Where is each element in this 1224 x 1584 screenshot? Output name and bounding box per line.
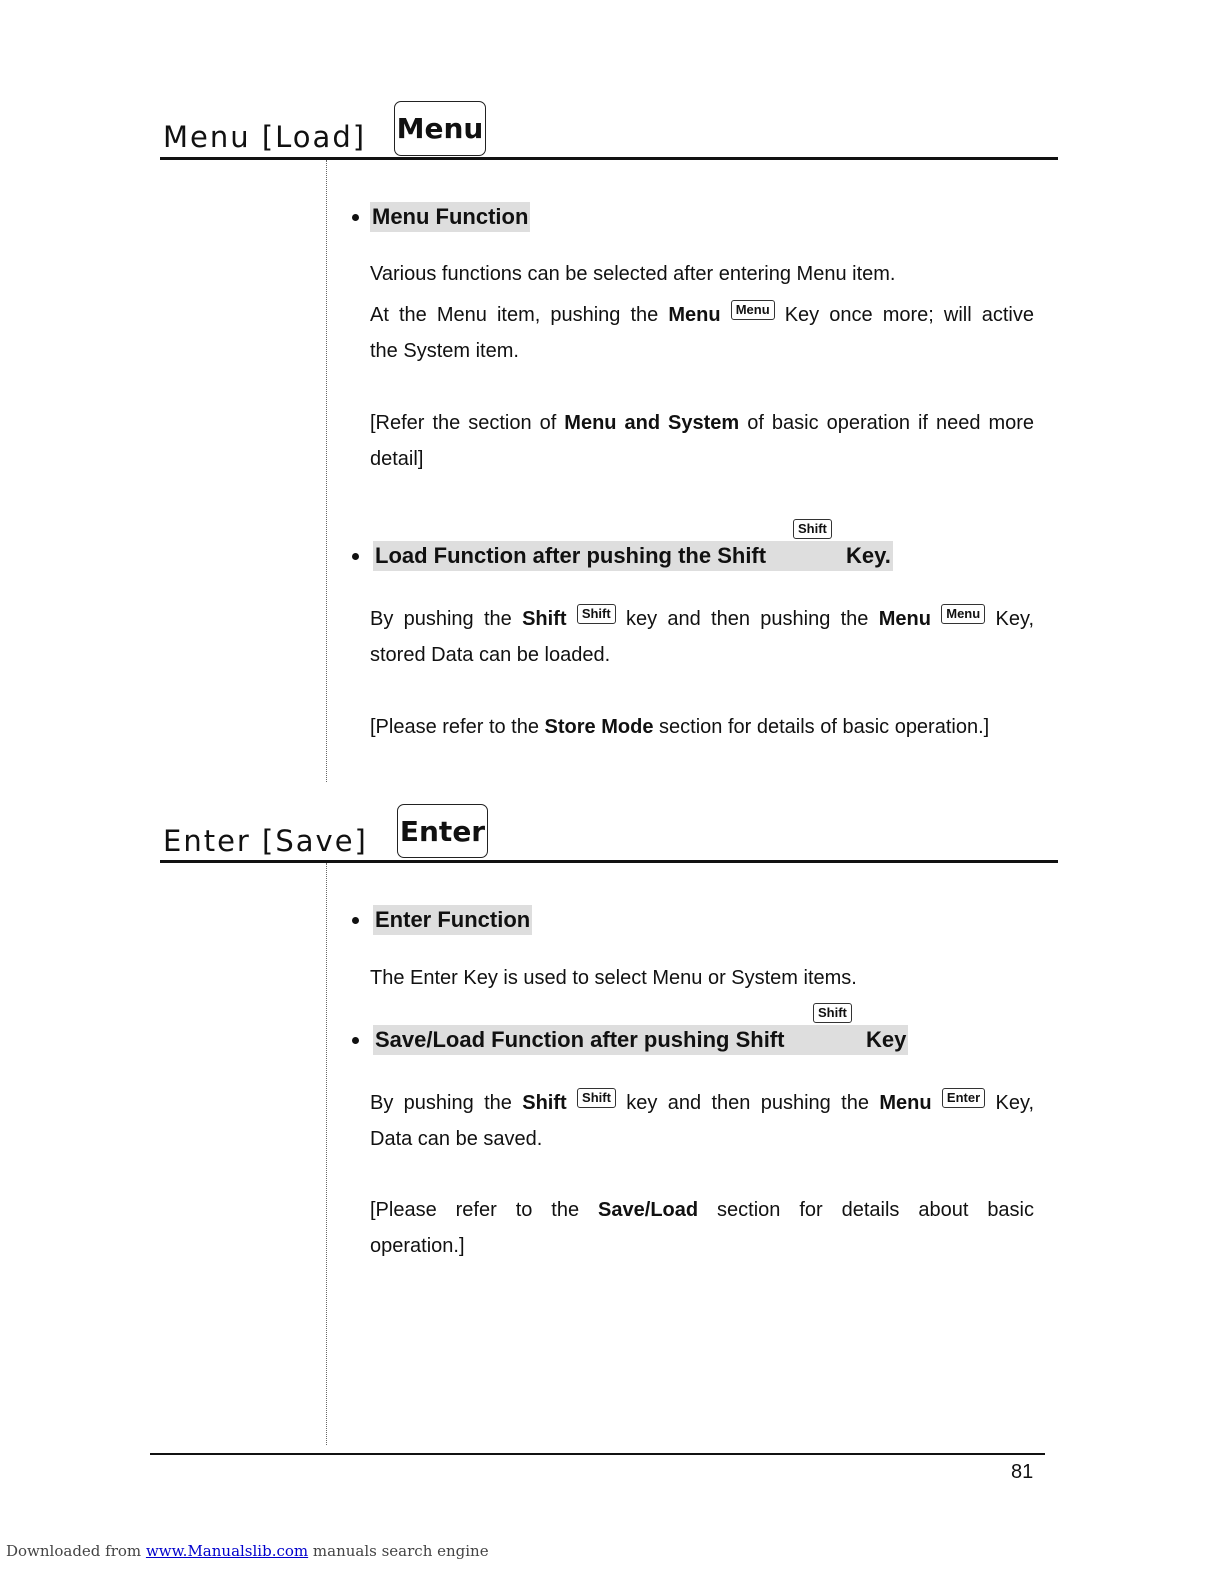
paragraph-load-keys bbox=[370, 601, 1034, 673]
bullet-icon bbox=[352, 1037, 359, 1044]
text: At the Menu item, pushing the bbox=[370, 304, 659, 326]
margin-dotted-line bbox=[326, 160, 327, 782]
section-divider bbox=[160, 157, 1058, 160]
download-footer bbox=[6, 1542, 489, 1560]
text: of basic operation if need more bbox=[747, 412, 1035, 434]
bold-menu: Menu bbox=[878, 608, 931, 630]
bold-store-mode: Store Mode bbox=[544, 716, 654, 738]
section-title-enter-save: Enter [Save] bbox=[163, 824, 368, 858]
paragraph-line: Data can be saved. bbox=[370, 1128, 543, 1150]
footer-divider bbox=[150, 1453, 1045, 1455]
shift-key-icon: Shift bbox=[793, 519, 832, 539]
paragraph-enter-intro: The Enter Key is used to select Menu or System items. bbox=[370, 967, 857, 989]
page-number: 81 bbox=[1011, 1461, 1034, 1483]
heading-save-load-function bbox=[373, 1025, 908, 1055]
menu-key-icon: Menu bbox=[394, 101, 486, 156]
heading-text: Load Function after pushing the Shift bbox=[375, 543, 767, 568]
paragraph-menu-refer bbox=[370, 405, 1034, 477]
manualslib-link[interactable]: www.Manualslib.com bbox=[145, 1542, 309, 1560]
bold-save-load: Save/Load bbox=[598, 1199, 699, 1221]
text: Key, bbox=[995, 1092, 1035, 1114]
heading-enter-function: Enter Function bbox=[373, 905, 532, 935]
paragraph-save-keys bbox=[370, 1085, 1034, 1157]
shift-key-icon: Shift bbox=[813, 1003, 852, 1023]
download-text: manuals search engine bbox=[312, 1542, 489, 1560]
bold-menu: Menu bbox=[879, 1092, 932, 1114]
text: section for details of basic operation.] bbox=[659, 716, 990, 738]
text: key and then pushing the bbox=[626, 608, 869, 630]
heading-text: Save/Load Function after pushing Shift bbox=[375, 1027, 785, 1052]
paragraph-menu-key bbox=[370, 297, 1034, 369]
heading-text: Key bbox=[866, 1027, 907, 1052]
enter-key-icon: Enter bbox=[942, 1088, 985, 1108]
text: key and then pushing the bbox=[626, 1092, 869, 1114]
paragraph-line bbox=[370, 601, 1034, 637]
download-text: Downloaded from bbox=[6, 1542, 142, 1560]
bullet-icon bbox=[352, 214, 359, 221]
paragraph-line bbox=[370, 1085, 1034, 1121]
paragraph-line: the System item. bbox=[370, 340, 519, 362]
paragraph-line: detail] bbox=[370, 448, 424, 470]
text: section for details about basic bbox=[717, 1199, 1035, 1221]
heading-menu-function: Menu Function bbox=[370, 202, 530, 232]
section-title-menu-load: Menu [Load] bbox=[163, 120, 367, 154]
text: By pushing the bbox=[370, 608, 512, 630]
heading-load-function bbox=[373, 541, 893, 571]
bold-shift: Shift bbox=[522, 1092, 567, 1114]
heading-text: Key. bbox=[846, 543, 891, 568]
menu-key-icon: Menu bbox=[941, 604, 985, 624]
text: Key once more; will active bbox=[784, 304, 1034, 326]
shift-key-icon: Shift bbox=[577, 604, 616, 624]
paragraph-save-refer bbox=[370, 1192, 1034, 1264]
enter-key-icon: Enter bbox=[397, 804, 488, 858]
bullet-icon bbox=[352, 917, 359, 924]
text: [Please refer to the bbox=[370, 1199, 580, 1221]
bold-shift: Shift bbox=[522, 608, 567, 630]
shift-key-icon: Shift bbox=[577, 1088, 616, 1108]
section-divider bbox=[160, 860, 1058, 863]
paragraph-load-refer bbox=[370, 709, 1034, 745]
menu-key-icon: Menu bbox=[731, 300, 775, 320]
paragraph-line: stored Data can be loaded. bbox=[370, 644, 611, 666]
margin-dotted-line bbox=[326, 863, 327, 1445]
bullet-icon bbox=[352, 553, 359, 560]
paragraph-line bbox=[370, 1192, 1034, 1228]
paragraph-menu-intro: Various functions can be selected after entering Menu item. bbox=[370, 263, 896, 285]
bold-menu-and-system: Menu and System bbox=[564, 412, 740, 434]
text: [Refer the section of bbox=[370, 412, 557, 434]
text: By pushing the bbox=[370, 1092, 512, 1114]
bold-menu: Menu bbox=[668, 304, 721, 326]
text: [Please refer to the bbox=[370, 716, 539, 738]
paragraph-line bbox=[370, 297, 1034, 333]
paragraph-line bbox=[370, 405, 1034, 441]
text: Key, bbox=[995, 608, 1035, 630]
paragraph-line: operation.] bbox=[370, 1235, 465, 1257]
